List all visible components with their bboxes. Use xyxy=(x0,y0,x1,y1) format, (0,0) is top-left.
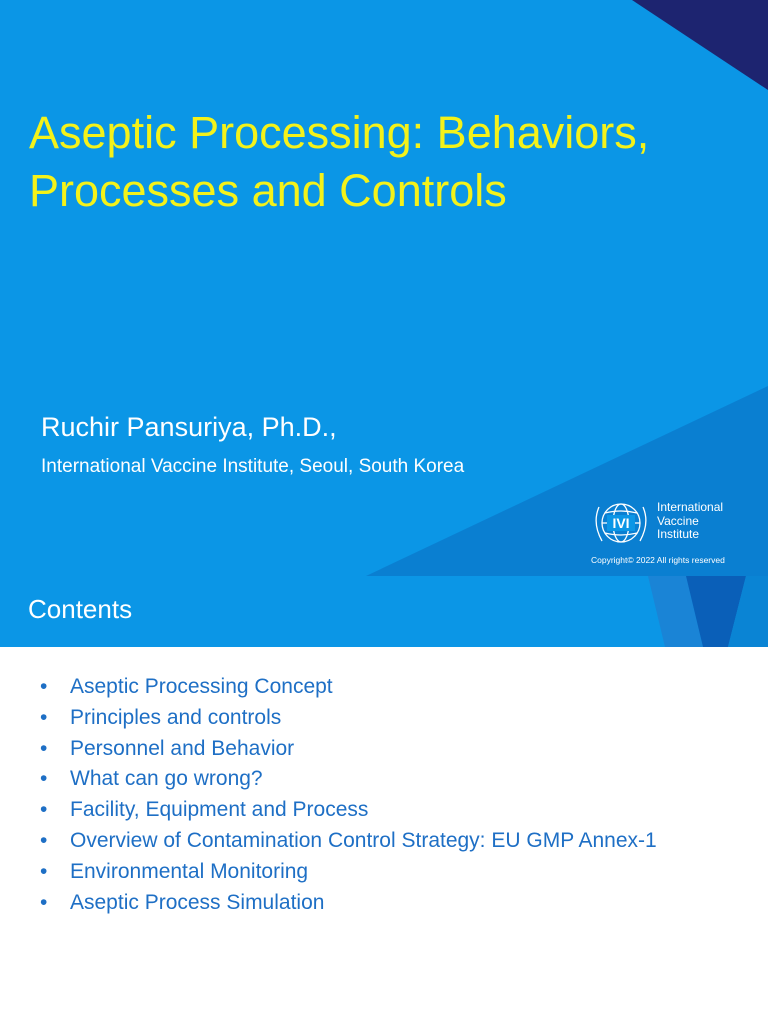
list-item xyxy=(40,795,657,826)
list-item xyxy=(40,734,657,765)
list-item-text: Facility, Equipment and Process xyxy=(70,798,369,822)
bullet-icon: • xyxy=(40,675,48,698)
list-item-text: Overview of Contamination Control Strategy: EU GMP Annex-1 xyxy=(70,828,657,852)
bullet-icon: • xyxy=(40,859,48,883)
contents-heading: Contents xyxy=(28,594,133,624)
contents-list xyxy=(40,672,657,918)
list-item-text: Environmental Monitoring xyxy=(70,859,309,883)
copyright-notice: Copyright© 2022 All rights reserved xyxy=(591,555,725,565)
list-item xyxy=(40,672,657,703)
bullet-icon: • xyxy=(40,890,48,914)
logo-abbr-text: IVI xyxy=(612,515,630,531)
bullet-icon: • xyxy=(40,767,48,791)
list-item xyxy=(40,764,657,795)
title-line-2: Processes and Controls xyxy=(29,165,507,216)
contents-header-bar xyxy=(0,576,768,647)
bullet-icon: • xyxy=(40,798,48,822)
list-item xyxy=(40,857,657,888)
title-line-1: Aseptic Processing: Behaviors, xyxy=(29,107,650,158)
logo-name-line-3: Institute xyxy=(657,527,700,541)
list-item xyxy=(40,888,657,919)
list-item-text: Principles and controls xyxy=(70,705,282,729)
globe-laurel-icon xyxy=(590,498,652,548)
list-item xyxy=(40,703,657,734)
presentation-title xyxy=(29,104,749,220)
list-item-text: Aseptic Process Simulation xyxy=(70,890,325,914)
list-item xyxy=(40,826,657,857)
logo-wordmark xyxy=(657,501,723,542)
author-name: Ruchir Pansuriya, Ph.D., xyxy=(41,412,337,442)
list-item-text: What can go wrong? xyxy=(70,767,263,791)
bullet-icon: • xyxy=(40,705,48,729)
ivi-logo xyxy=(590,498,760,548)
logo-name-line-2: Vaccine xyxy=(657,513,699,528)
author-affiliation: International Vaccine Institute, Seoul, South Korea xyxy=(41,456,465,477)
corner-navy-triangle xyxy=(632,0,768,90)
logo-name-line-1: International xyxy=(657,500,724,514)
bullet-icon: • xyxy=(40,736,48,760)
list-item-text: Aseptic Processing Concept xyxy=(70,675,333,698)
bullet-icon: • xyxy=(40,828,48,852)
contents-slide xyxy=(0,576,768,1024)
list-item-text: Personnel and Behavior xyxy=(70,736,295,760)
